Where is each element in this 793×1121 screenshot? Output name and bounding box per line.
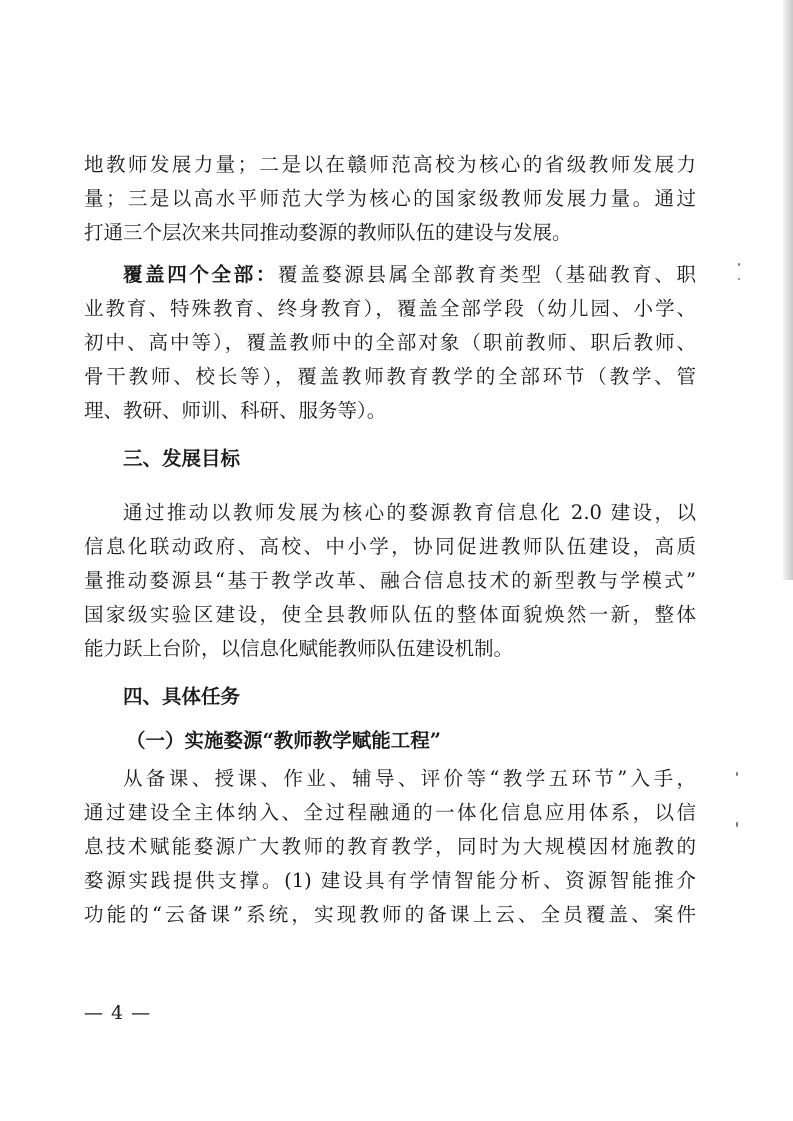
paragraph-tasks — [84, 762, 696, 932]
paragraph-coverage — [84, 258, 696, 428]
scan-speck — [738, 278, 740, 280]
text-line: 量推动婺源县“基于教学改革、融合信息技术的新型教与学模式” — [84, 569, 696, 592]
section-heading: 三、发展目标 — [123, 447, 241, 470]
scan-page-edge — [783, 0, 793, 580]
text-line: 理、教研、师训、科研、服务等）。 — [84, 399, 387, 422]
text-line: 量；三是以高水平师范大学为核心的国家级教师发展力量。通过 — [84, 187, 696, 210]
text-line: 婺源实践提供支撑。(1) 建设具有学情智能分析、资源智能推介 — [84, 869, 696, 892]
text-line: 从备课、授课、作业、辅导、评价等“教学五环节”入手， — [123, 767, 696, 790]
text-line: 覆盖四个全部：覆盖婺源县属全部教育类型（基础教育、职 — [123, 263, 696, 286]
text-line: 初中、高中等），覆盖教师中的全部对象（职前教师、职后教师、 — [84, 331, 696, 354]
text-line: 息技术赋能婺源广大教师的教育教学，同时为大规模因材施教的 — [84, 835, 696, 858]
text-line: 功能的“云备课”系统，实现教师的备课上云、全员覆盖、案件 — [84, 903, 696, 926]
scan-speck — [736, 772, 738, 776]
text-line: 信息化联动政府、高校、中小学，协同促进教师队伍建设，高质 — [84, 535, 696, 558]
text-line: 通过推动以教师发展为核心的婺源教育信息化 2.0 建设，以 — [123, 501, 696, 524]
text-line: 骨干教师、校长等），覆盖教师教育教学的全部环节（教学、管 — [84, 365, 696, 388]
text-line: 国家级实验区建设，使全县教师队伍的整体面貌焕然一新，整体 — [84, 603, 696, 626]
document-body — [84, 148, 696, 932]
bold-lead: 覆盖四个全部： — [123, 263, 278, 286]
subsection-heading: （一）实施婺源“教师教学赋能工程” — [126, 729, 441, 752]
page-number: — 4 — — [84, 1002, 152, 1024]
text-line: 打通三个层次来共同推动婺源的教师队伍的建设与发展。 — [84, 221, 572, 244]
text-line: 业教育、特殊教育、终身教育），覆盖全部学段（幼儿园、小学、 — [84, 297, 696, 320]
scan-speck — [736, 822, 738, 827]
scan-speck — [738, 263, 740, 266]
section-heading: 四、具体任务 — [123, 685, 241, 708]
text-line: 能力跃上台阶，以信息化赋能教师队伍建设机制。 — [84, 637, 514, 660]
paragraph-levels — [84, 148, 696, 250]
text-line: 通过建设全主体纳入、全过程融通的一体化信息应用体系，以信 — [84, 801, 696, 824]
paragraph-goals — [84, 496, 696, 666]
text-line: 地教师发展力量；二是以在赣师范高校为核心的省级教师发展力 — [84, 153, 696, 176]
